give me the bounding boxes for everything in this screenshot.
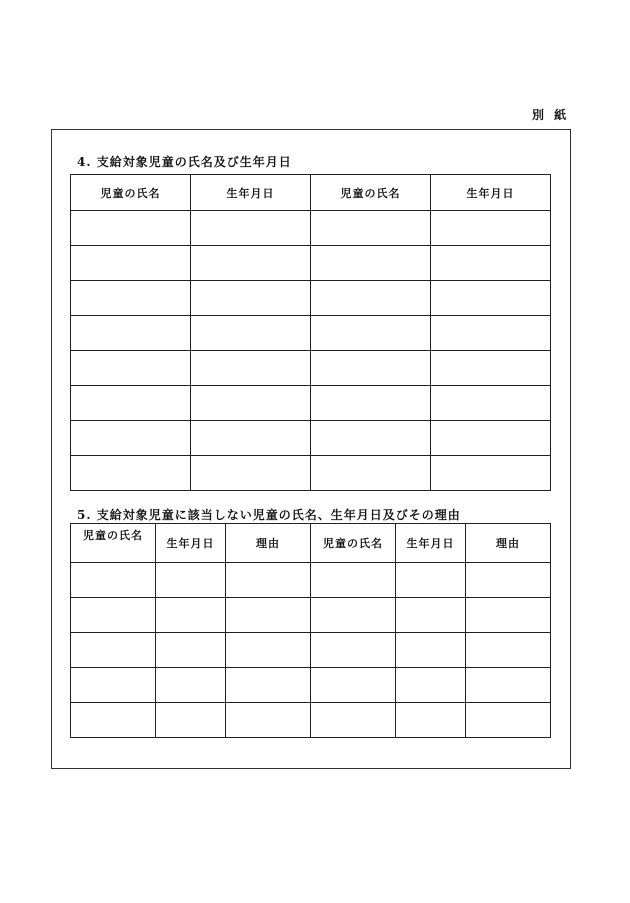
blank-cell[interactable] xyxy=(156,633,226,668)
blank-cell[interactable] xyxy=(311,351,431,386)
header-reason: 理由 xyxy=(226,524,311,563)
section-5-header-row xyxy=(71,524,551,563)
blank-cell[interactable] xyxy=(226,598,311,633)
blank-cell[interactable] xyxy=(431,211,551,246)
blank-cell[interactable] xyxy=(431,316,551,351)
blank-cell[interactable] xyxy=(156,668,226,703)
blank-cell[interactable] xyxy=(311,281,431,316)
blank-cell[interactable] xyxy=(311,598,396,633)
table-row xyxy=(71,456,551,491)
blank-cell[interactable] xyxy=(71,211,191,246)
section-5-table xyxy=(70,523,551,738)
blank-cell[interactable] xyxy=(311,211,431,246)
table-row xyxy=(71,211,551,246)
blank-cell[interactable] xyxy=(71,351,191,386)
blank-cell[interactable] xyxy=(466,598,551,633)
blank-cell[interactable] xyxy=(431,456,551,491)
section-5-title: 5. 支給対象児童に該当しない児童の氏名、生年月日及びその理由 xyxy=(77,508,461,522)
table-row xyxy=(71,668,551,703)
blank-cell[interactable] xyxy=(466,703,551,738)
blank-cell[interactable] xyxy=(71,281,191,316)
header-birthdate: 生年月日 xyxy=(431,175,551,211)
blank-cell[interactable] xyxy=(71,598,156,633)
table-row xyxy=(71,316,551,351)
blank-cell[interactable] xyxy=(396,633,466,668)
blank-cell[interactable] xyxy=(191,421,311,456)
header-reason: 理由 xyxy=(466,524,551,563)
blank-cell[interactable] xyxy=(311,421,431,456)
section-5-body xyxy=(71,563,551,738)
blank-cell[interactable] xyxy=(191,281,311,316)
blank-cell[interactable] xyxy=(466,563,551,598)
blank-cell[interactable] xyxy=(466,668,551,703)
blank-cell[interactable] xyxy=(71,421,191,456)
section-4-header-row xyxy=(71,175,551,211)
blank-cell[interactable] xyxy=(311,668,396,703)
attachment-label: 別 紙 xyxy=(532,108,570,122)
blank-cell[interactable] xyxy=(71,246,191,281)
blank-cell[interactable] xyxy=(396,668,466,703)
blank-cell[interactable] xyxy=(311,563,396,598)
blank-cell[interactable] xyxy=(71,668,156,703)
blank-cell[interactable] xyxy=(71,563,156,598)
table-row xyxy=(71,351,551,386)
section-4-table xyxy=(70,174,551,491)
blank-cell[interactable] xyxy=(71,386,191,421)
table-row xyxy=(71,633,551,668)
blank-cell[interactable] xyxy=(71,633,156,668)
blank-cell[interactable] xyxy=(226,633,311,668)
blank-cell[interactable] xyxy=(71,703,156,738)
blank-cell[interactable] xyxy=(311,316,431,351)
blank-cell[interactable] xyxy=(431,421,551,456)
table-row xyxy=(71,703,551,738)
blank-cell[interactable] xyxy=(311,246,431,281)
blank-cell[interactable] xyxy=(156,563,226,598)
blank-cell[interactable] xyxy=(396,563,466,598)
blank-cell[interactable] xyxy=(431,386,551,421)
blank-cell[interactable] xyxy=(71,316,191,351)
blank-cell[interactable] xyxy=(191,351,311,386)
blank-cell[interactable] xyxy=(311,386,431,421)
blank-cell[interactable] xyxy=(156,598,226,633)
blank-cell[interactable] xyxy=(226,703,311,738)
table-row xyxy=(71,246,551,281)
blank-cell[interactable] xyxy=(431,246,551,281)
header-birthdate: 生年月日 xyxy=(191,175,311,211)
header-child-name: 児童の氏名 xyxy=(71,524,156,563)
header-birthdate: 生年月日 xyxy=(156,524,226,563)
blank-cell[interactable] xyxy=(226,668,311,703)
header-child-name: 児童の氏名 xyxy=(311,524,396,563)
blank-cell[interactable] xyxy=(311,633,396,668)
blank-cell[interactable] xyxy=(311,456,431,491)
blank-cell[interactable] xyxy=(431,351,551,386)
table-row xyxy=(71,598,551,633)
blank-cell[interactable] xyxy=(396,703,466,738)
blank-cell[interactable] xyxy=(396,598,466,633)
table-row xyxy=(71,281,551,316)
table-row xyxy=(71,386,551,421)
blank-cell[interactable] xyxy=(431,281,551,316)
header-birthdate: 生年月日 xyxy=(396,524,466,563)
blank-cell[interactable] xyxy=(71,456,191,491)
table-row xyxy=(71,421,551,456)
blank-cell[interactable] xyxy=(226,563,311,598)
blank-cell[interactable] xyxy=(156,703,226,738)
header-child-name: 児童の氏名 xyxy=(71,175,191,211)
blank-cell[interactable] xyxy=(191,211,311,246)
header-child-name: 児童の氏名 xyxy=(311,175,431,211)
blank-cell[interactable] xyxy=(191,386,311,421)
section-4-body xyxy=(71,211,551,491)
blank-cell[interactable] xyxy=(191,456,311,491)
blank-cell[interactable] xyxy=(311,703,396,738)
blank-cell[interactable] xyxy=(466,633,551,668)
blank-cell[interactable] xyxy=(191,246,311,281)
section-4-title: 4. 支給対象児童の氏名及び生年月日 xyxy=(77,155,292,169)
blank-cell[interactable] xyxy=(191,316,311,351)
table-row xyxy=(71,563,551,598)
